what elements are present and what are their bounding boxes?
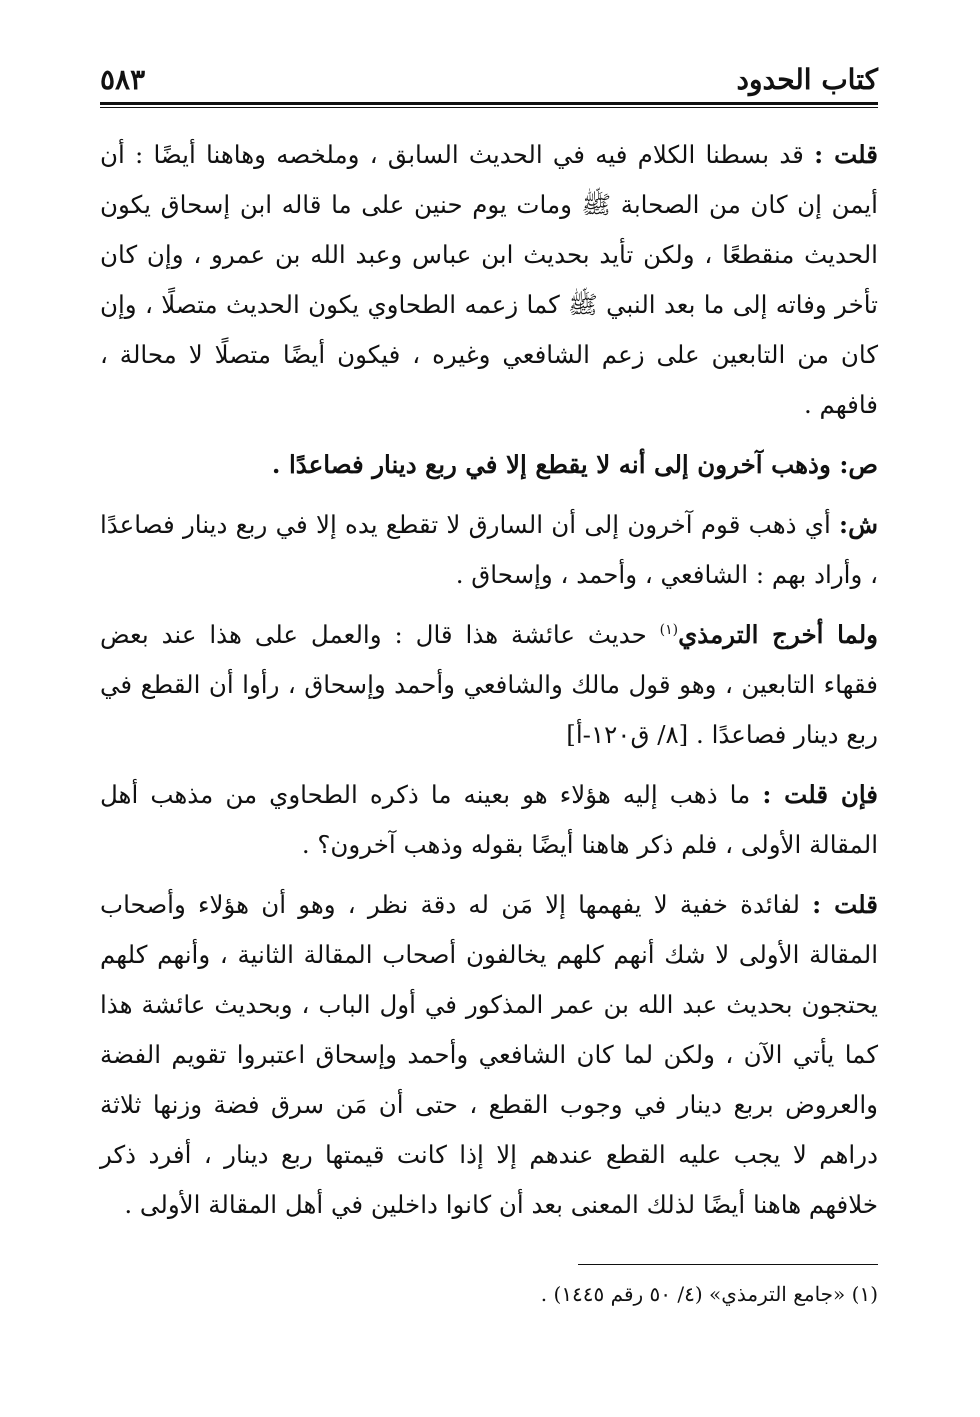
paragraph-lead: ش: — [839, 510, 878, 539]
paragraph-lead: قلت : — [814, 140, 878, 169]
footnote-reference[interactable]: (١) — [659, 621, 679, 638]
paragraph-text: أي ذهب قوم آخرون إلى أن السارق لا تقطع يده إلا في ربع دينار فصاعدًا ، وأراد بهم : الشافعي ، وأحمد ، وإسحاق . — [100, 510, 878, 589]
paragraph — [100, 130, 878, 430]
page — [100, 52, 878, 1306]
paragraph-lead: ص: — [839, 450, 878, 479]
paragraph-lead: ولما أخرج الترمذي — [678, 620, 878, 649]
paragraph — [100, 610, 878, 760]
paragraph-lead: قلت : — [812, 890, 878, 919]
paragraph-text: قد بسطنا الكلام فيه في الحديث السابق ، وملخصه وهاهنا أيضًا : أن أيمن إن كان من الصحابة ﷺ ومات يوم حنين على ما قاله ابن إسحاق يكون الحديث منقطعًا ، ولكن تأيد بحديث ابن عباس وعبد الله بن عمرو ، وإن كان تأخر وفاته إلى ما بعد النبي ﷺ كما زعمه الطحاوي يكون الحديث متصلًا ، وإن كان من التابعين على زعم الشافعي وغيره ، فيكون أيضًا متصلًا لا محالة ، فافهم . — [100, 140, 878, 419]
paragraph-text: وذهب آخرون إلى أنه لا يقطع إلا في ربع دينار فصاعدًا . — [271, 450, 840, 479]
paragraph — [100, 500, 878, 600]
header-rule — [100, 102, 878, 105]
paragraph-text: ما ذهب إليه هؤلاء هو بعينه ما ذكره الطحاوي من مذهب أهل المقالة الأولى ، فلم ذكر هاهنا أيضًا بقوله وذهب آخرون؟ . — [100, 780, 878, 859]
header-rule-thin — [100, 107, 878, 108]
running-header — [100, 52, 878, 96]
paragraph-lead: فإن قلت : — [762, 780, 878, 809]
paragraph — [100, 880, 878, 1230]
paragraph — [100, 770, 878, 870]
paragraph-text: لفائدة خفية لا يفهمها إلا مَن له دقة نظر ، وهو أن هؤلاء وأصحاب المقالة الأولى لا شك أنهم كلهم يخالفون أصحاب المقالة الثانية ، وأنهم كلهم يحتجون بحديث عبد الله بن عمر المذكور في أول الباب ، وبحديث عائشة هذا كما يأتي الآن ، ولكن لما كان الشافعي وأحمد وإسحاق اعتبروا تقويم الفضة والعروض بربع دينار في وجوب القطع ، حتى أن مَن سرق فضة وزنها ثلاثة دراهم لا يجب عليه القطع عندهم إلا إذا كانت قيمتها ربع دينار ، أفرد ذكر خلافهم هاهنا أيضًا لذلك المعنى بعد أن كانوا داخلين في أهل المقالة الأولى . — [100, 890, 878, 1219]
book-title: كتاب الحدود — [736, 63, 878, 96]
paragraph-text: حديث عائشة هذا قال : والعمل على هذا عند بعض فقهاء التابعين ، وهو قول مالك والشافعي وأحمد وإسحاق ، رأوا أن القطع في ربع دينار فصاعدًا . [٨/ ق١٢٠-أ] — [100, 620, 878, 749]
footnote: (١) «جامع الترمذي» (٤/ ٥٠ رقم ١٤٤٥) . — [540, 1282, 878, 1306]
paragraph-matn — [100, 440, 878, 490]
page-number: ٥٨٣ — [100, 63, 146, 96]
footnote-separator — [578, 1264, 878, 1265]
main-text — [100, 130, 878, 1230]
